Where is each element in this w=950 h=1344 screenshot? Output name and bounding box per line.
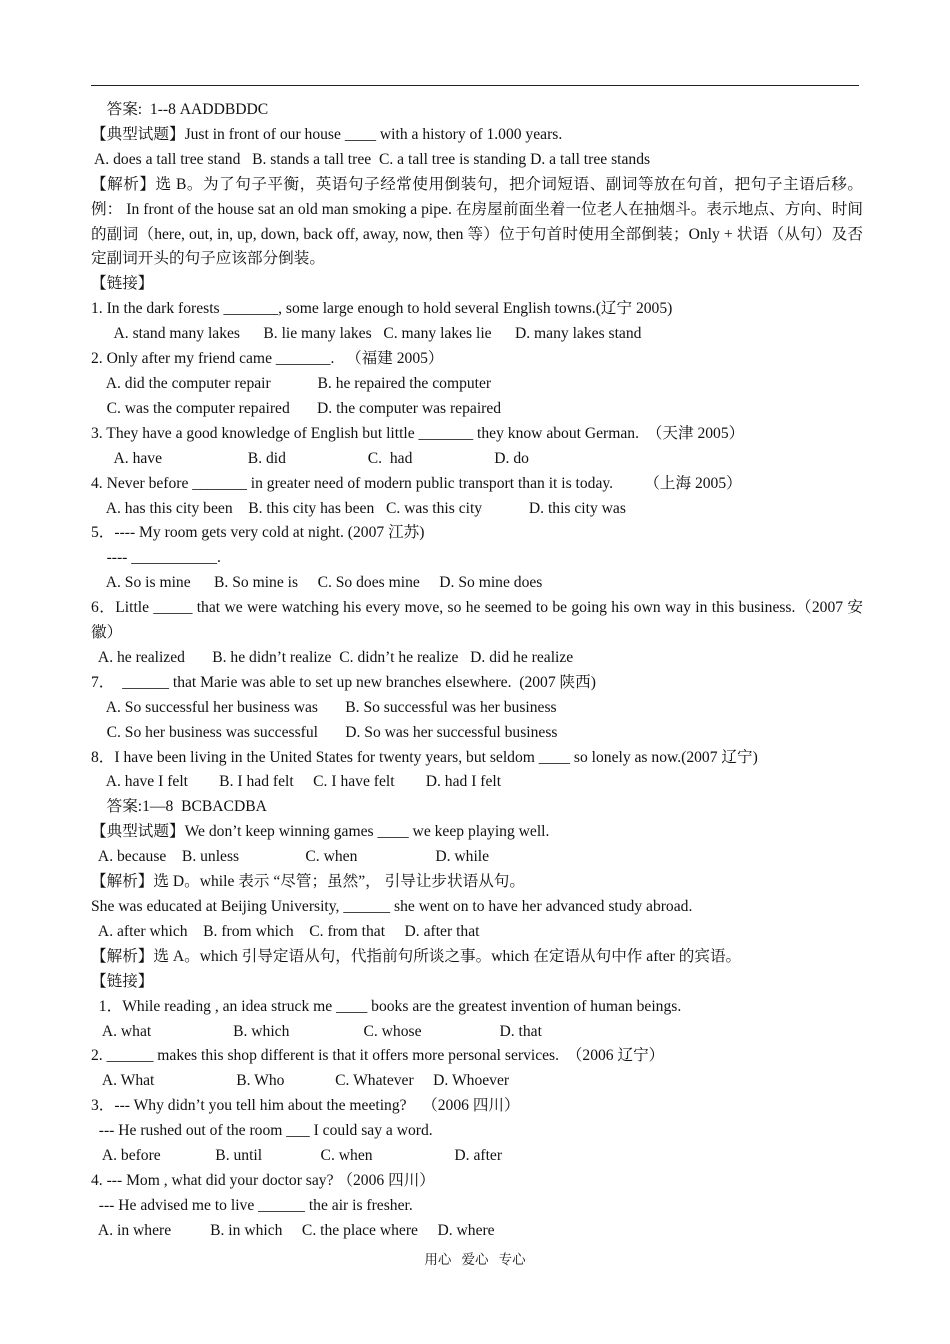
link-question-2: 2. ______ makes this shop different is that it offers more personal services. （2006 辽宁） (91, 1047, 665, 1065)
question-7-options-cd: C. So her business was successful D. So was her successful business (91, 723, 558, 741)
example-question-1: 【典型试题】Just in front of our house ____ with a history of 1.000 years. (91, 125, 563, 143)
analysis-paragraph-1: 【解析】选 B。为了句子平衡，英语句子经常使用倒装句，把介词短语、副词等放在句首，把句子主语后移。例： In front of the house sat an old man smoking a pipe. 在房屋前面坐着一位老人在抽烟斗。表示地点、方向、时间的副词（here, out, in, up, down, back off, away, now, then 等）位于句首时使用全部倒装；Only + 状语（从句）及否定副词开头的句子应该部分倒装。 (91, 175, 863, 268)
question-4-options: A. has this city been B. this city has been C. was this city D. this city was (91, 499, 626, 517)
question-6: 6．Little _____ that we were watching his every move, so he seemed to be going his own way in this business.（2007 安徽） (91, 599, 863, 642)
header-rule (91, 85, 859, 86)
link-heading-1: 【链接】 (91, 275, 154, 293)
question-3: 3. They have a good knowledge of English but little _______ they know about German. （天津 2005） (91, 424, 745, 442)
question-7-options-ab: A. So successful her business was B. So successful was her business (91, 698, 557, 716)
question-1: 1. In the dark forests _______, some large enough to hold several English towns.(辽宁 2005) (91, 300, 673, 318)
question-5-reply: ---- ___________. (91, 549, 221, 567)
question-8-options: A. have I felt B. I had felt C. I have felt D. had I felt (91, 773, 502, 791)
question-2: 2. Only after my friend came _______. （福建 2005） (91, 350, 444, 368)
example-question-2: 【典型试题】We don’t keep winning games ____ we keep playing well. (91, 823, 550, 841)
analysis-line-3: 【解析】选 A。which 引导定语从句，代指前句所谈之事。which 在定语从句中作 after 的宾语。 (91, 947, 742, 965)
question-4: 4. Never before _______ in greater need of modern public transport than it is today. （上海 2005） (91, 474, 742, 492)
analysis-line-2: 【解析】选 D。while 表示 “尽管；虽然”， 引导让步状语从句。 (91, 873, 525, 891)
example-options-3: A. after which B. from which C. from that D. after that (91, 922, 480, 940)
example-options-2: A. because B. unless C. when D. while (91, 848, 490, 866)
link-question-3-options: A. before B. until C. when D. after (91, 1147, 503, 1165)
question-7: 7． ______ that Marie was able to set up new branches elsewhere. (2007 陕西) (91, 673, 596, 691)
answer-key-1: 答案: 1--8 AADDBDDC (91, 101, 269, 118)
question-8: 8．I have been living in the United States for twenty years, but seldom ____ so lonely as now.(2007 辽宁) (91, 748, 758, 766)
link-question-1-options: A. what B. which C. whose D. that (91, 1022, 542, 1040)
question-3-options: A. have B. did C. had D. do (91, 449, 529, 467)
link-question-3-reply: --- He rushed out of the room ___ I could say a word. (91, 1122, 433, 1140)
question-6-options: A. he realized B. he didn’t realize C. didn’t he realize D. did he realize (91, 648, 574, 666)
link-heading-2: 【链接】 (91, 972, 154, 990)
answer-key-2: 答案:1—8 BCBACDBA (91, 798, 267, 816)
document-body (91, 98, 863, 1244)
link-question-1: 1．While reading , an idea struck me ____ books are the greatest invention of human beings. (91, 997, 682, 1015)
link-question-4-reply: --- He advised me to live ______ the air is fresher. (91, 1196, 413, 1214)
question-2-options-cd: C. was the computer repaired D. the computer was repaired (91, 399, 502, 417)
example-question-3: She was educated at Beijing University, ______ she went on to have her advanced study abroad. (91, 898, 693, 915)
question-5: 5．---- My room gets very cold at night. (2007 江苏) (91, 524, 425, 542)
example-options-1: A. does a tall tree stand B. stands a tall tree C. a tall tree is standing D. a tall tree stands (91, 150, 651, 168)
link-question-3: 3．--- Why didn’t you tell him about the meeting? （2006 四川） (91, 1097, 520, 1115)
link-question-4: 4. --- Mom , what did your doctor say? （2006 四川） (91, 1171, 435, 1189)
question-1-options: A. stand many lakes B. lie many lakes C. many lakes lie D. many lakes stand (91, 325, 642, 343)
link-question-2-options: A. What B. Who C. Whatever D. Whoever (91, 1072, 510, 1090)
question-5-options: A. So is mine B. So mine is C. So does mine D. So mine does (91, 574, 543, 592)
link-question-4-options: A. in where B. in which C. the place where D. where (91, 1221, 495, 1239)
question-2-options-ab: A. did the computer repair B. he repaired the computer (91, 374, 492, 392)
page-footer: 用心 爱心 专心 (424, 1252, 526, 1267)
